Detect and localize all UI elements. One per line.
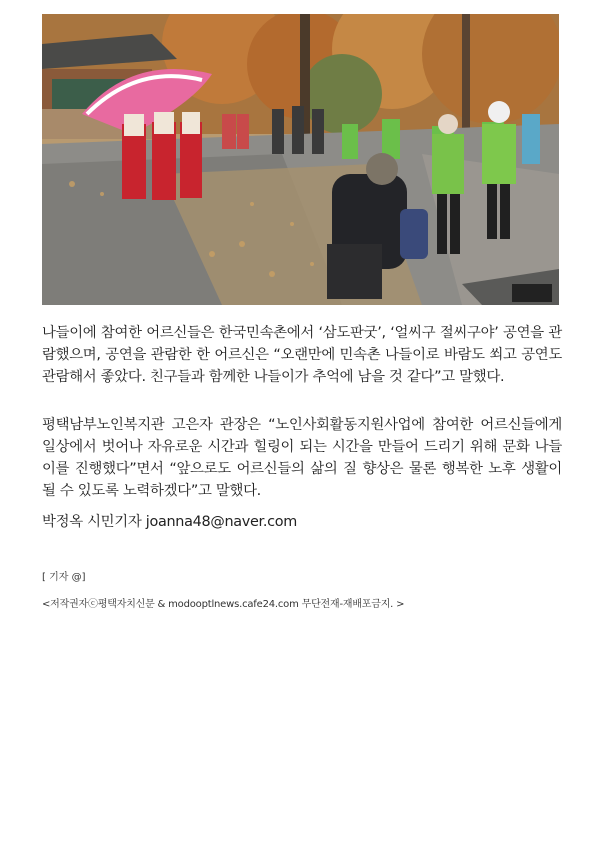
article-photo [42, 14, 559, 305]
article-paragraph-1: 나들이에 참여한 어르신들은 한국민속촌에서 ‘삼도판굿’, ‘얼씨구 절씨구야’ 공연을 관람했으며, 공연을 관람한 한 어르신은 “오랜만에 민속촌 나들이로 바람도 쐬고 공연도 관람해서 좋았다. 친구들과 함께한 나들이가 추억에 남을 것 같다”고 말했다. [42, 325, 562, 385]
reporter-label: [ 기자 @] [42, 572, 86, 583]
copyright-notice: <저작권자ⓒ평택자치신문 & modooptlnews.cafe24.com 무단전재-재배포금지. > [42, 599, 405, 610]
article-paragraph-2: 평택남부노인복지관 고은자 관장은 “노인사회활동지원사업에 참여한 어르신들에게 일상에서 벗어나 자유로운 시간과 힐링이 되는 시간을 만들어 드리기 위해 문화 나들이를 진행했다”면서 “앞으로도 어르신들의 삶의 질 향상은 물론 행복한 노후 생활이 될 수 있도록 노력하겠다”고 말했다. [42, 417, 562, 499]
article-byline: 박정옥 시민기자 joanna48@naver.com [42, 514, 297, 530]
photo-illustration [42, 14, 559, 305]
